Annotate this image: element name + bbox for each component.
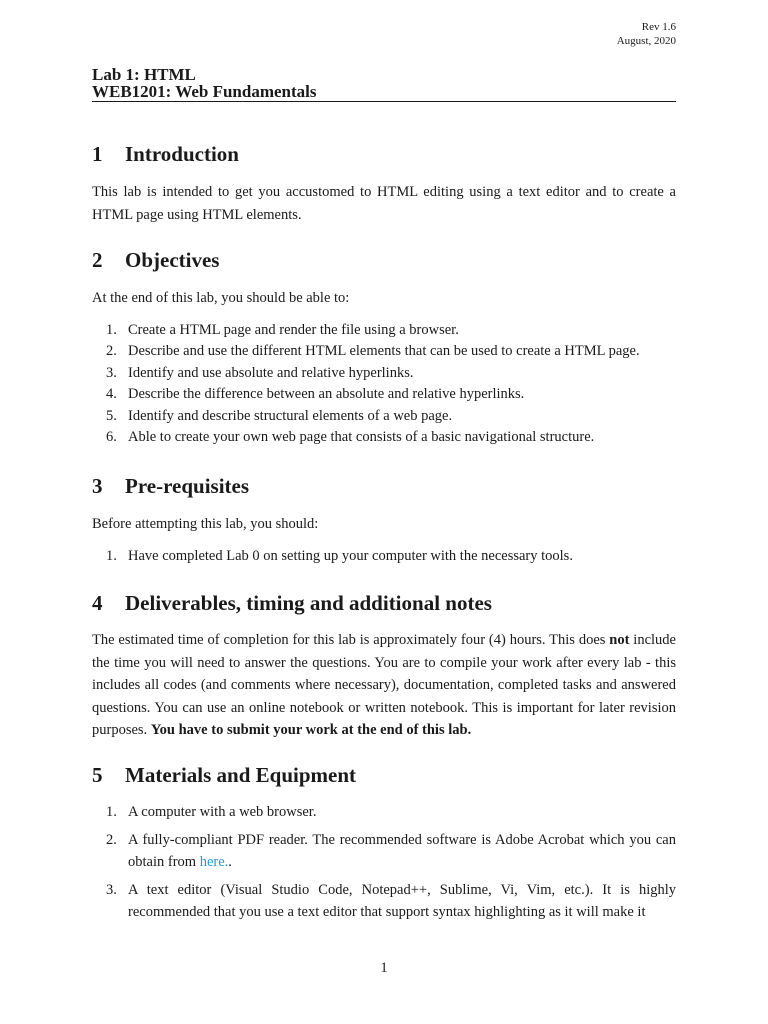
list-item: 1. Create a HTML page and render the file using a browser. [106,322,459,338]
lab-title: Lab 1: HTML [92,65,196,84]
list-item-text: Identify and use absolute and relative hyperlinks. [128,364,414,381]
list-item-text: Describe and use the different HTML elements that can be used to create a HTML page. [128,343,640,360]
section-heading-prerequisites [92,473,249,499]
section-heading-objectives [92,247,219,273]
list-item: 5. Identify and describe structural elements of a web page. [106,407,453,424]
deliverables-text-1: The estimated time of completion for this lab is approximately four (4) hours. This does [92,632,610,648]
list-item-text: Have completed Lab 0 on setting up your computer with the necessary tools. [128,548,573,564]
list-item: 1. A computer with a web browser. [106,804,317,820]
list-item: 1. Have completed Lab 0 on setting up your computer with the necessary tools. [106,548,573,564]
list-item: 3. Identify and use absolute and relative hyperlinks. [106,364,414,381]
section-number: 3 [92,474,103,498]
list-item-text-end: . [228,854,232,870]
objectives-intro: At the end of this lab, you should be able to: [92,290,350,306]
section-heading-introduction [92,141,239,167]
document-header [92,66,676,102]
deliverables-submit-notice: You have to submit your work at the end of this lab. [150,722,472,738]
acrobat-download-link[interactable]: here. [199,854,229,870]
introduction-paragraph: This lab is intended to get you accustomed to HTML editing using a text editor and to create a HTML page using HTML elements. [92,184,676,223]
list-item-text: A text editor (Visual Studio Code, Notepad++, Sublime, Vi, Vim, etc.). It is highly recommended that you use a text editor that support syntax highlighting as it will make it [128,881,676,920]
deliverables-emphasis-not: not [609,632,630,648]
list-item-text: A fully-compliant PDF reader. The recommended software is Adobe Acrobat which you can obtain from [128,831,676,870]
list-item: 2. Describe and use the different HTML elements that can be used to create a HTML page. [106,343,640,360]
list-item-text: Describe the difference between an absolute and relative hyperlinks. [128,386,525,403]
revision-block [617,20,676,48]
section-heading-deliverables [92,590,492,616]
page-number: 1 [380,960,388,976]
list-item-text: Identify and describe structural elements of a web page. [128,407,453,424]
section-title: Introduction [125,142,239,166]
list-item-text: Create a HTML page and render the file using a browser. [128,322,459,338]
section-number: 4 [92,591,103,615]
list-item: 6. Able to create your own web page that consists of a basic navigational structure. [106,429,595,446]
section-heading-materials [92,762,356,788]
section-title: Materials and Equipment [125,763,357,787]
materials-list [92,801,676,929]
revision-date: August, 2020 [616,35,676,47]
section-title: Deliverables, timing and additional notes [125,591,492,615]
course-title: WEB1201: Web Fundamentals [92,82,317,101]
section-title: Objectives [125,248,220,272]
deliverables-paragraph [92,629,676,742]
deliverables-text-2: include the time you will need to answer the questions. You are to compile your work after every lab - this includes all codes (and comments where necessary), documentation, completed tasks and answered questions. You can use an online notebook or written notebook. This is important for later revision purposes. [92,632,676,738]
list-item: 4. Describe the difference between an absolute and relative hyperlinks. [106,386,525,403]
prerequisites-intro: Before attempting this lab, you should: [92,516,319,532]
list-item-text: A computer with a web browser. [128,804,317,820]
list-item-text: Able to create your own web page that consists of a basic navigational structure. [128,429,595,446]
list-item: 3. A text editor (Visual Studio Code, Notepad++, Sublime, Vi, Vim, etc.). It is highly recommended that you use a text editor that support syntax highlighting as it will make it [106,881,676,920]
section-number: 5 [92,763,103,787]
section-title: Pre-requisites [125,474,250,498]
section-number: 2 [92,248,103,272]
section-number: 1 [92,142,103,166]
list-item: 2. A fully-compliant PDF reader. The recommended software is Adobe Acrobat which you can obtain from here.. [106,831,676,870]
revision-label: Rev 1.6 [641,21,676,33]
objectives-list [92,320,676,448]
prerequisites-list [92,546,676,567]
